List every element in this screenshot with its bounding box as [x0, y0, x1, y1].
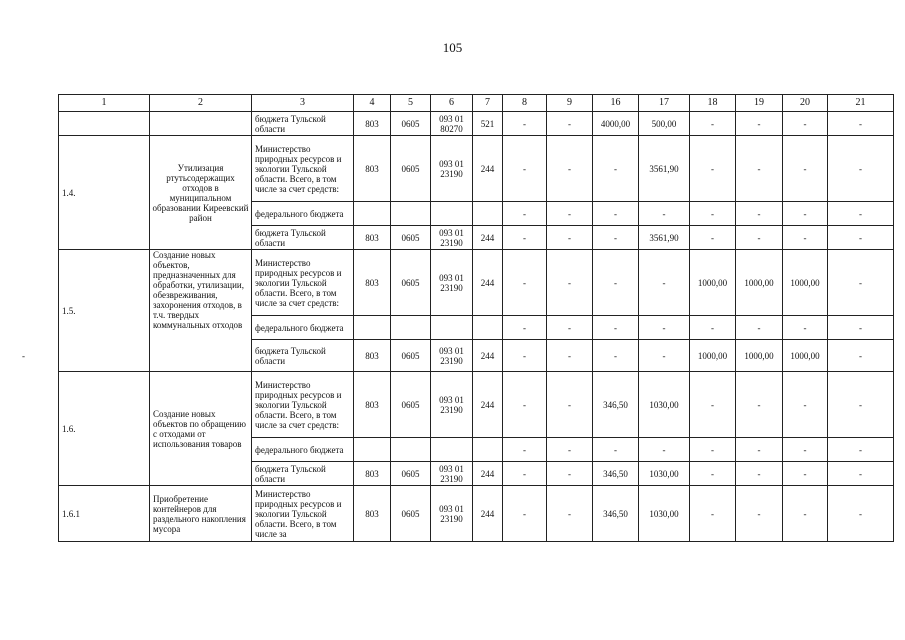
cell-c6: 093 01 80270 [431, 112, 473, 136]
cell-c6: 093 01 23190 [431, 462, 473, 486]
value-cell: - [503, 250, 547, 316]
value-cell: 4000,00 [593, 112, 639, 136]
value-cell: - [593, 316, 639, 340]
value-cell: - [593, 136, 639, 202]
cell-c7 [473, 438, 503, 462]
value-cell: - [593, 250, 639, 316]
header-cell: 20 [783, 95, 828, 112]
funding-source: бюджета Тульской области [252, 462, 354, 486]
value-cell: - [547, 462, 593, 486]
row-number: 1.5. [59, 250, 150, 372]
value-cell: - [828, 202, 894, 226]
value-cell: - [828, 340, 894, 372]
cell-c4: 803 [354, 112, 391, 136]
value-cell: - [828, 438, 894, 462]
header-cell: 16 [593, 95, 639, 112]
row-number: 1.6. [59, 372, 150, 486]
cell-c7: 244 [473, 462, 503, 486]
header-cell: 4 [354, 95, 391, 112]
cell-c7 [473, 316, 503, 340]
value-cell: 346,50 [593, 486, 639, 542]
cell-c6: 093 01 23190 [431, 372, 473, 438]
cell-c4 [354, 316, 391, 340]
cell-c4: 803 [354, 462, 391, 486]
row-number [59, 112, 150, 136]
funding-source: Министерство природных ресурсов и экологии Тульской области. Всего, в том числе за [252, 486, 354, 542]
value-cell: - [783, 202, 828, 226]
row-name [150, 112, 252, 136]
value-cell: 3561,90 [639, 226, 690, 250]
funding-source: федерального бюджета [252, 438, 354, 462]
cell-c5: 0605 [391, 340, 431, 372]
value-cell: - [547, 202, 593, 226]
value-cell: - [690, 462, 736, 486]
value-cell: - [503, 340, 547, 372]
cell-c4: 803 [354, 340, 391, 372]
value-cell: 1000,00 [736, 340, 783, 372]
funding-source: бюджета Тульской области [252, 340, 354, 372]
cell-c7: 244 [473, 340, 503, 372]
row-name: Приобретение контейнеров для раздельного накопления мусора [150, 486, 252, 542]
value-cell: - [736, 136, 783, 202]
cell-c6 [431, 438, 473, 462]
cell-c7: 244 [473, 372, 503, 438]
cell-c5: 0605 [391, 250, 431, 316]
cell-c7 [473, 202, 503, 226]
value-cell: 1000,00 [690, 250, 736, 316]
value-cell: - [828, 372, 894, 438]
header-cell: 7 [473, 95, 503, 112]
value-cell: - [783, 462, 828, 486]
value-cell: - [547, 226, 593, 250]
value-cell: - [503, 486, 547, 542]
value-cell: - [783, 226, 828, 250]
cell-c4: 803 [354, 250, 391, 316]
header-row [59, 95, 894, 112]
header-cell: 1 [59, 95, 150, 112]
cell-c5: 0605 [391, 226, 431, 250]
value-cell: 1030,00 [639, 486, 690, 542]
value-cell: - [690, 202, 736, 226]
header-cell: 6 [431, 95, 473, 112]
value-cell: - [783, 112, 828, 136]
value-cell: - [690, 112, 736, 136]
value-cell: 1000,00 [736, 250, 783, 316]
cell-c5: 0605 [391, 486, 431, 542]
value-cell: - [783, 438, 828, 462]
value-cell: - [736, 316, 783, 340]
value-cell: - [828, 226, 894, 250]
row-name: Утилизация ртутьсодержащих отходов в муниципальном образовании Киреевский район [150, 136, 252, 250]
value-cell: - [690, 372, 736, 438]
cell-c5: 0605 [391, 372, 431, 438]
value-cell: - [503, 226, 547, 250]
header-cell: 18 [690, 95, 736, 112]
cell-c6 [431, 316, 473, 340]
value-cell: - [503, 202, 547, 226]
cell-c6 [431, 202, 473, 226]
cell-c7: 244 [473, 250, 503, 316]
cell-c6: 093 01 23190 [431, 250, 473, 316]
cell-c5: 0605 [391, 112, 431, 136]
value-cell: - [503, 112, 547, 136]
value-cell: - [783, 136, 828, 202]
header-cell: 9 [547, 95, 593, 112]
value-cell: - [690, 316, 736, 340]
value-cell: - [736, 226, 783, 250]
row-number: 1.4. [59, 136, 150, 250]
value-cell: - [503, 438, 547, 462]
value-cell: 3561,90 [639, 136, 690, 202]
value-cell: 500,00 [639, 112, 690, 136]
cell-c5 [391, 202, 431, 226]
value-cell: - [736, 438, 783, 462]
cell-c4 [354, 202, 391, 226]
value-cell: - [639, 202, 690, 226]
value-cell: - [593, 340, 639, 372]
table-row [59, 136, 894, 202]
value-cell: 346,50 [593, 372, 639, 438]
value-cell: - [639, 316, 690, 340]
value-cell: 1030,00 [639, 462, 690, 486]
cell-c5 [391, 316, 431, 340]
cell-c4: 803 [354, 136, 391, 202]
cell-c4: 803 [354, 226, 391, 250]
value-cell: - [593, 226, 639, 250]
value-cell: - [593, 438, 639, 462]
funding-source: федерального бюджета [252, 202, 354, 226]
value-cell: - [547, 136, 593, 202]
value-cell: - [736, 486, 783, 542]
value-cell: - [547, 316, 593, 340]
value-cell: - [503, 316, 547, 340]
value-cell: - [828, 112, 894, 136]
value-cell: - [547, 438, 593, 462]
cell-c7: 244 [473, 486, 503, 542]
value-cell: 1000,00 [783, 340, 828, 372]
cell-c4: 803 [354, 486, 391, 542]
value-cell: - [736, 112, 783, 136]
value-cell: - [690, 486, 736, 542]
value-cell: 1000,00 [690, 340, 736, 372]
value-cell: - [547, 112, 593, 136]
cell-c6: 093 01 23190 [431, 340, 473, 372]
row-number: 1.6.1 [59, 486, 150, 542]
value-cell: - [783, 486, 828, 542]
value-cell: - [639, 250, 690, 316]
cell-c5 [391, 438, 431, 462]
row-name: Создание новых объектов по обращению с отходами от использования товаров [150, 372, 252, 486]
cell-c6: 093 01 23190 [431, 136, 473, 202]
value-cell: - [783, 316, 828, 340]
cell-c6: 093 01 23190 [431, 226, 473, 250]
value-cell: - [639, 340, 690, 372]
value-cell: - [503, 462, 547, 486]
value-cell: 1030,00 [639, 372, 690, 438]
value-cell: - [690, 226, 736, 250]
value-cell: - [828, 462, 894, 486]
cell-c4: 803 [354, 372, 391, 438]
header-cell: 3 [252, 95, 354, 112]
header-cell: 8 [503, 95, 547, 112]
value-cell: - [736, 202, 783, 226]
value-cell: - [593, 202, 639, 226]
value-cell: - [690, 136, 736, 202]
header-cell: 17 [639, 95, 690, 112]
value-cell: - [736, 462, 783, 486]
table-row [59, 372, 894, 438]
header-cell: 19 [736, 95, 783, 112]
value-cell: - [690, 438, 736, 462]
row-name: Создание новых объектов, предназначенных для обработки, утилизации, обезвреживания, захоронения отходов, в т.ч. твердых коммунальных отходов [150, 250, 252, 372]
funding-source: Министерство природных ресурсов и экологии Тульской области. Всего, в том числе за счет средств: [252, 372, 354, 438]
value-cell: - [547, 486, 593, 542]
header-cell: 5 [391, 95, 431, 112]
value-cell: - [547, 340, 593, 372]
cell-c7: 244 [473, 226, 503, 250]
value-cell: 346,50 [593, 462, 639, 486]
cell-c7: 244 [473, 136, 503, 202]
cell-c7: 521 [473, 112, 503, 136]
cell-c5: 0605 [391, 136, 431, 202]
funding-source: федерального бюджета [252, 316, 354, 340]
budget-table [58, 94, 894, 542]
value-cell: - [547, 372, 593, 438]
value-cell: - [828, 486, 894, 542]
header-cell: 2 [150, 95, 252, 112]
value-cell: - [783, 372, 828, 438]
funding-source: бюджета Тульской области [252, 226, 354, 250]
cell-c5: 0605 [391, 462, 431, 486]
value-cell: - [828, 316, 894, 340]
page-number: 105 [442, 40, 463, 55]
margin-mark: - [22, 351, 25, 361]
funding-source: Министерство природных ресурсов и экологии Тульской области. Всего, в том числе за счет средств: [252, 250, 354, 316]
value-cell: - [828, 250, 894, 316]
value-cell: - [736, 372, 783, 438]
value-cell: 1000,00 [783, 250, 828, 316]
cell-c4 [354, 438, 391, 462]
table-row [59, 112, 894, 136]
table-row [59, 486, 894, 542]
header-cell: 21 [828, 95, 894, 112]
value-cell: - [639, 438, 690, 462]
cell-c6: 093 01 23190 [431, 486, 473, 542]
value-cell: - [503, 372, 547, 438]
value-cell: - [503, 136, 547, 202]
funding-source: Министерство природных ресурсов и экологии Тульской области. Всего, в том числе за счет средств: [252, 136, 354, 202]
table-row [59, 250, 894, 316]
funding-source: бюджета Тульской области [252, 112, 354, 136]
value-cell: - [828, 136, 894, 202]
value-cell: - [547, 250, 593, 316]
